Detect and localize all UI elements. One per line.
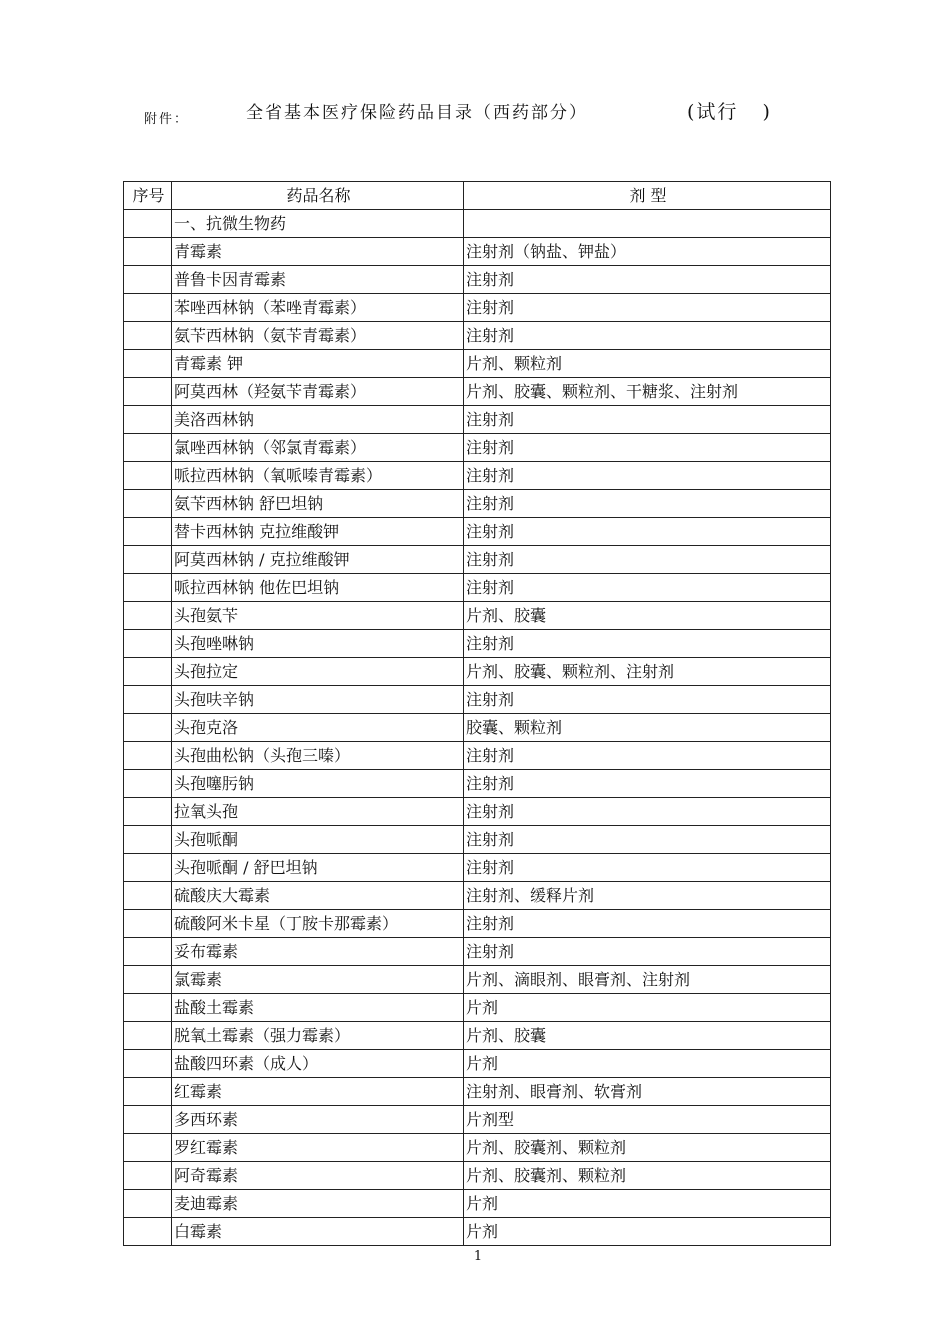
dosage-form-cell: 片剂、胶囊、颗粒剂、干糖浆、注射剂	[464, 378, 831, 406]
dosage-form-cell: 注射剂	[464, 742, 831, 770]
table-row	[124, 462, 831, 490]
dosage-form-cell: 注射剂	[464, 462, 831, 490]
dosage-form-cell: 注射剂、眼膏剂、软膏剂	[464, 1078, 831, 1106]
drug-name-cell: 阿奇霉素	[172, 1162, 464, 1190]
dosage-form-cell: 注射剂	[464, 938, 831, 966]
seq-cell	[124, 770, 172, 798]
seq-cell	[124, 882, 172, 910]
dosage-form-cell: 片剂	[464, 1050, 831, 1078]
seq-cell	[124, 1050, 172, 1078]
seq-cell	[124, 406, 172, 434]
table-row	[124, 1050, 831, 1078]
drug-name-cell: 氨苄西林钠（氨苄青霉素）	[172, 322, 464, 350]
dosage-form-cell: 胶囊、颗粒剂	[464, 714, 831, 742]
seq-cell	[124, 714, 172, 742]
drug-name-cell: 脱氧土霉素（强力霉素）	[172, 1022, 464, 1050]
drug-name-cell: 头孢克洛	[172, 714, 464, 742]
table-row	[124, 238, 831, 266]
seq-cell	[124, 322, 172, 350]
seq-cell	[124, 602, 172, 630]
dosage-form-cell: 注射剂	[464, 294, 831, 322]
seq-cell	[124, 686, 172, 714]
table-row	[124, 322, 831, 350]
seq-cell	[124, 1162, 172, 1190]
dosage-form-cell: 片剂、胶囊剂、颗粒剂	[464, 1162, 831, 1190]
page-number: 1	[473, 1249, 483, 1264]
dosage-form-cell: 片剂型	[464, 1106, 831, 1134]
dosage-form-cell: 注射剂	[464, 322, 831, 350]
seq-cell	[124, 1022, 172, 1050]
drug-name-cell: 哌拉西林钠（氧哌嗪青霉素）	[172, 462, 464, 490]
table-row	[124, 686, 831, 714]
seq-cell	[124, 574, 172, 602]
table-row	[124, 1162, 831, 1190]
table-row	[124, 826, 831, 854]
dosage-form-cell: 注射剂	[464, 574, 831, 602]
seq-cell	[124, 966, 172, 994]
drug-name-cell: 红霉素	[172, 1078, 464, 1106]
table-row	[124, 938, 831, 966]
drug-name-cell: 头孢唑啉钠	[172, 630, 464, 658]
document-title: 全省基本医疗保险药品目录（西药部分）	[246, 103, 588, 123]
table-row	[124, 350, 831, 378]
dosage-form-cell: 片剂	[464, 1190, 831, 1218]
section-title: 一、抗微生物药	[172, 210, 464, 238]
table-row	[124, 882, 831, 910]
table-row	[124, 1022, 831, 1050]
dosage-form-cell: 注射剂	[464, 770, 831, 798]
drug-name-cell: 头孢噻肟钠	[172, 770, 464, 798]
table-row	[124, 1106, 831, 1134]
dosage-form-cell: 注射剂	[464, 546, 831, 574]
drug-name-cell: 硫酸庆大霉素	[172, 882, 464, 910]
table-row	[124, 294, 831, 322]
drug-table	[123, 181, 831, 1246]
table-row	[124, 602, 831, 630]
seq-cell	[124, 854, 172, 882]
drug-name-cell: 氯霉素	[172, 966, 464, 994]
drug-name-cell: 拉氧头孢	[172, 798, 464, 826]
seq-cell	[124, 350, 172, 378]
table-row	[124, 966, 831, 994]
table-row	[124, 994, 831, 1022]
seq-cell	[124, 742, 172, 770]
seq-cell	[124, 1078, 172, 1106]
section-form-cell	[464, 210, 831, 238]
table-row	[124, 658, 831, 686]
seq-cell	[124, 1218, 172, 1246]
dosage-form-cell: 片剂、胶囊	[464, 602, 831, 630]
dosage-form-cell: 注射剂	[464, 826, 831, 854]
drug-name-cell: 妥布霉素	[172, 938, 464, 966]
section-row	[124, 210, 831, 238]
drug-name-cell: 美洛西林钠	[172, 406, 464, 434]
seq-cell	[124, 1190, 172, 1218]
drug-name-cell: 白霉素	[172, 1218, 464, 1246]
dosage-form-cell: 注射剂（钠盐、钾盐）	[464, 238, 831, 266]
section-seq-cell	[124, 210, 172, 238]
seq-cell	[124, 910, 172, 938]
header-dosage-form: 剂 型	[464, 182, 831, 210]
dosage-form-cell: 注射剂、缓释片剂	[464, 882, 831, 910]
table-row	[124, 406, 831, 434]
table-row	[124, 630, 831, 658]
drug-name-cell: 头孢哌酮	[172, 826, 464, 854]
table-row	[124, 1190, 831, 1218]
table-row	[124, 490, 831, 518]
dosage-form-cell: 注射剂	[464, 854, 831, 882]
drug-name-cell: 青霉素	[172, 238, 464, 266]
drug-name-cell: 阿莫西林钠 / 克拉维酸钾	[172, 546, 464, 574]
drug-name-cell: 阿莫西林（羟氨苄青霉素）	[172, 378, 464, 406]
dosage-form-cell: 注射剂	[464, 518, 831, 546]
drug-name-cell: 罗红霉素	[172, 1134, 464, 1162]
table-row	[124, 1078, 831, 1106]
dosage-form-cell: 片剂、胶囊	[464, 1022, 831, 1050]
dosage-form-cell: 注射剂	[464, 630, 831, 658]
table-row	[124, 1134, 831, 1162]
dosage-form-cell: 片剂、胶囊剂、颗粒剂	[464, 1134, 831, 1162]
seq-cell	[124, 826, 172, 854]
seq-cell	[124, 490, 172, 518]
seq-cell	[124, 378, 172, 406]
seq-cell	[124, 630, 172, 658]
seq-cell	[124, 658, 172, 686]
table-row	[124, 546, 831, 574]
table-header-row	[124, 182, 831, 210]
table-row	[124, 798, 831, 826]
drug-name-cell: 头孢曲松钠（头孢三嗪）	[172, 742, 464, 770]
seq-cell	[124, 546, 172, 574]
seq-cell	[124, 266, 172, 294]
seq-cell	[124, 518, 172, 546]
drug-name-cell: 多西环素	[172, 1106, 464, 1134]
seq-cell	[124, 938, 172, 966]
table-row	[124, 742, 831, 770]
dosage-form-cell: 片剂、胶囊、颗粒剂、注射剂	[464, 658, 831, 686]
drug-name-cell: 硫酸阿米卡星（丁胺卡那霉素）	[172, 910, 464, 938]
table-row	[124, 854, 831, 882]
dosage-form-cell: 片剂	[464, 1218, 831, 1246]
seq-cell	[124, 462, 172, 490]
seq-cell	[124, 798, 172, 826]
table-row	[124, 770, 831, 798]
table-row	[124, 574, 831, 602]
drug-name-cell: 普鲁卡因青霉素	[172, 266, 464, 294]
seq-cell	[124, 294, 172, 322]
table-row	[124, 910, 831, 938]
dosage-form-cell: 片剂、颗粒剂	[464, 350, 831, 378]
drug-name-cell: 氯唑西林钠（邻氯青霉素）	[172, 434, 464, 462]
drug-name-cell: 苯唑西林钠（苯唑青霉素）	[172, 294, 464, 322]
drug-name-cell: 青霉素 钾	[172, 350, 464, 378]
seq-cell	[124, 994, 172, 1022]
seq-cell	[124, 434, 172, 462]
drug-name-cell: 头孢哌酮 / 舒巴坦钠	[172, 854, 464, 882]
header-drug-name: 药品名称	[172, 182, 464, 210]
drug-name-cell: 哌拉西林钠 他佐巴坦钠	[172, 574, 464, 602]
drug-name-cell: 替卡西林钠 克拉维酸钾	[172, 518, 464, 546]
table-row	[124, 434, 831, 462]
dosage-form-cell: 注射剂	[464, 266, 831, 294]
drug-name-cell: 盐酸四环素（成人）	[172, 1050, 464, 1078]
attachment-tag: 附件：	[144, 112, 190, 127]
dosage-form-cell: 注射剂	[464, 406, 831, 434]
edition-note: (试行 )	[687, 101, 772, 123]
dosage-form-cell: 片剂、滴眼剂、眼膏剂、注射剂	[464, 966, 831, 994]
table-row	[124, 1218, 831, 1246]
drug-name-cell: 头孢拉定	[172, 658, 464, 686]
table-row	[124, 266, 831, 294]
drug-name-cell: 盐酸土霉素	[172, 994, 464, 1022]
seq-cell	[124, 1106, 172, 1134]
dosage-form-cell: 注射剂	[464, 434, 831, 462]
table-row	[124, 378, 831, 406]
dosage-form-cell: 注射剂	[464, 798, 831, 826]
drug-name-cell: 麦迪霉素	[172, 1190, 464, 1218]
table-row	[124, 714, 831, 742]
table-row	[124, 518, 831, 546]
dosage-form-cell: 注射剂	[464, 490, 831, 518]
dosage-form-cell: 片剂	[464, 994, 831, 1022]
drug-name-cell: 氨苄西林钠 舒巴坦钠	[172, 490, 464, 518]
drug-name-cell: 头孢氨苄	[172, 602, 464, 630]
drug-name-cell: 头孢呋辛钠	[172, 686, 464, 714]
dosage-form-cell: 注射剂	[464, 910, 831, 938]
header-seq: 序号	[124, 182, 172, 210]
seq-cell	[124, 238, 172, 266]
seq-cell	[124, 1134, 172, 1162]
dosage-form-cell: 注射剂	[464, 686, 831, 714]
